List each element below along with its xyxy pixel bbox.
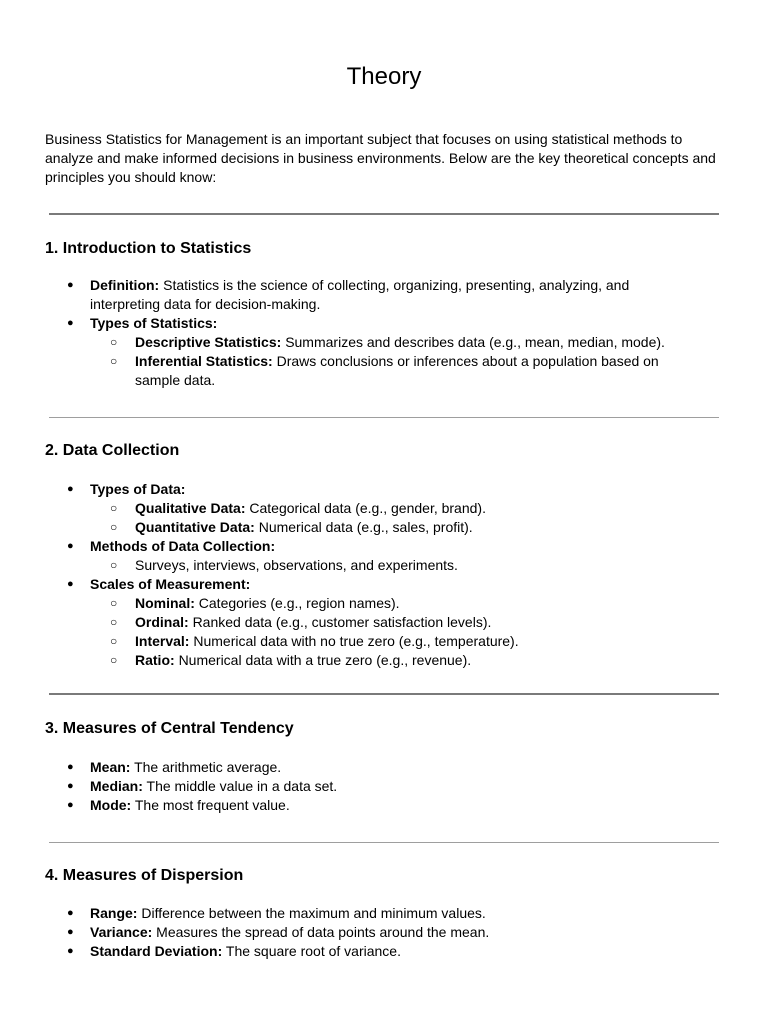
sub-item-term: Ratio: <box>135 652 175 668</box>
list-item <box>0 904 700 923</box>
sub-list <box>90 556 700 575</box>
section-heading-dispersion: 4. Measures of Dispersion <box>45 867 244 884</box>
sub-item-text: Numerical data with a true zero (e.g., revenue). <box>178 652 472 668</box>
list-item-term: Standard Deviation: <box>90 943 223 959</box>
list-item-term: Variance: <box>90 924 153 940</box>
sub-list-item <box>90 518 700 537</box>
sub-item-text: Numerical data (e.g., sales, profit). <box>258 519 473 535</box>
sub-item-text: Summarizes and describes data (e.g., mean, median, mode). <box>285 334 665 350</box>
sub-item-term: Interval: <box>135 633 190 649</box>
list-item-text: The arithmetic average. <box>134 759 282 775</box>
sub-list-item <box>90 651 700 670</box>
list-item <box>0 537 700 575</box>
sub-list-item <box>90 499 700 518</box>
sub-item-text: Ranked data (e.g., customer satisfaction levels). <box>192 614 492 630</box>
list-item-text: The middle value in a data set. <box>146 778 338 794</box>
list-item-term: Types of Statistics: <box>90 315 218 331</box>
sub-list-item <box>90 594 700 613</box>
divider <box>49 842 719 843</box>
sub-item-text: Numerical data with no true zero (e.g., temperature). <box>193 633 519 649</box>
list-item-term: Scales of Measurement: <box>90 576 251 592</box>
section-list-central-tendency <box>0 758 700 815</box>
list-item <box>0 314 700 390</box>
sub-item-text: Draws conclusions or inferences about a population based on sample data. <box>135 353 659 388</box>
divider <box>49 417 719 418</box>
sub-list <box>90 333 700 390</box>
sub-list <box>90 594 700 670</box>
sub-list <box>90 499 700 537</box>
sub-item-term: Nominal: <box>135 595 195 611</box>
list-item-term: Mean: <box>90 759 131 775</box>
list-item <box>0 796 700 815</box>
list-item-term: Mode: <box>90 797 132 813</box>
list-item-text: Statistics is the science of collecting, organizing, presenting, analyzing, and interpreting data for decision-making. <box>90 277 630 312</box>
sub-item-term: Quantitative Data: <box>135 519 255 535</box>
divider <box>49 693 719 695</box>
sub-item-text: Surveys, interviews, observations, and experiments. <box>135 557 458 573</box>
list-item <box>0 777 700 796</box>
sub-list-item <box>90 352 700 390</box>
list-item-text: Difference between the maximum and minimum values. <box>141 905 486 921</box>
section-list-dispersion <box>0 904 700 961</box>
sub-item-term: Qualitative Data: <box>135 500 246 516</box>
sub-item-term: Ordinal: <box>135 614 189 630</box>
list-item <box>0 575 700 670</box>
section-heading-introduction: 1. Introduction to Statistics <box>45 240 252 257</box>
sub-item-term: Inferential Statistics: <box>135 353 273 369</box>
list-item <box>0 923 700 942</box>
sub-list-item <box>90 632 700 651</box>
list-item-term: Range: <box>90 905 138 921</box>
intro-paragraph: Business Statistics for Management is an important subject that focuses on using statistical methods to analyze and make informed decisions in business environments. Below are the key theoretical concepts and principles you should know: <box>45 131 716 185</box>
list-item-text: The square root of variance. <box>225 943 401 959</box>
page-title: Theory <box>346 63 422 90</box>
list-item <box>0 480 700 537</box>
list-item-term: Types of Data: <box>90 481 186 497</box>
sub-item-text: Categorical data (e.g., gender, brand). <box>249 500 486 516</box>
section-list-introduction <box>0 276 700 390</box>
sub-list-item <box>90 613 700 632</box>
list-item <box>0 758 700 777</box>
section-heading-central-tendency: 3. Measures of Central Tendency <box>45 720 294 737</box>
list-item <box>0 942 700 961</box>
list-item-text: The most frequent value. <box>134 797 290 813</box>
section-list-data-collection <box>0 480 700 670</box>
list-item-term: Definition: <box>90 277 160 293</box>
list-item-term: Median: <box>90 778 143 794</box>
sub-list-item <box>90 556 700 575</box>
sub-item-text: Categories (e.g., region names). <box>198 595 400 611</box>
list-item-term: Methods of Data Collection: <box>90 538 276 554</box>
sub-list-item <box>90 333 700 352</box>
list-item <box>0 276 700 314</box>
divider <box>49 213 719 215</box>
section-heading-data-collection: 2. Data Collection <box>45 442 180 459</box>
sub-item-term: Descriptive Statistics: <box>135 334 282 350</box>
list-item-text: Measures the spread of data points around the mean. <box>156 924 490 940</box>
